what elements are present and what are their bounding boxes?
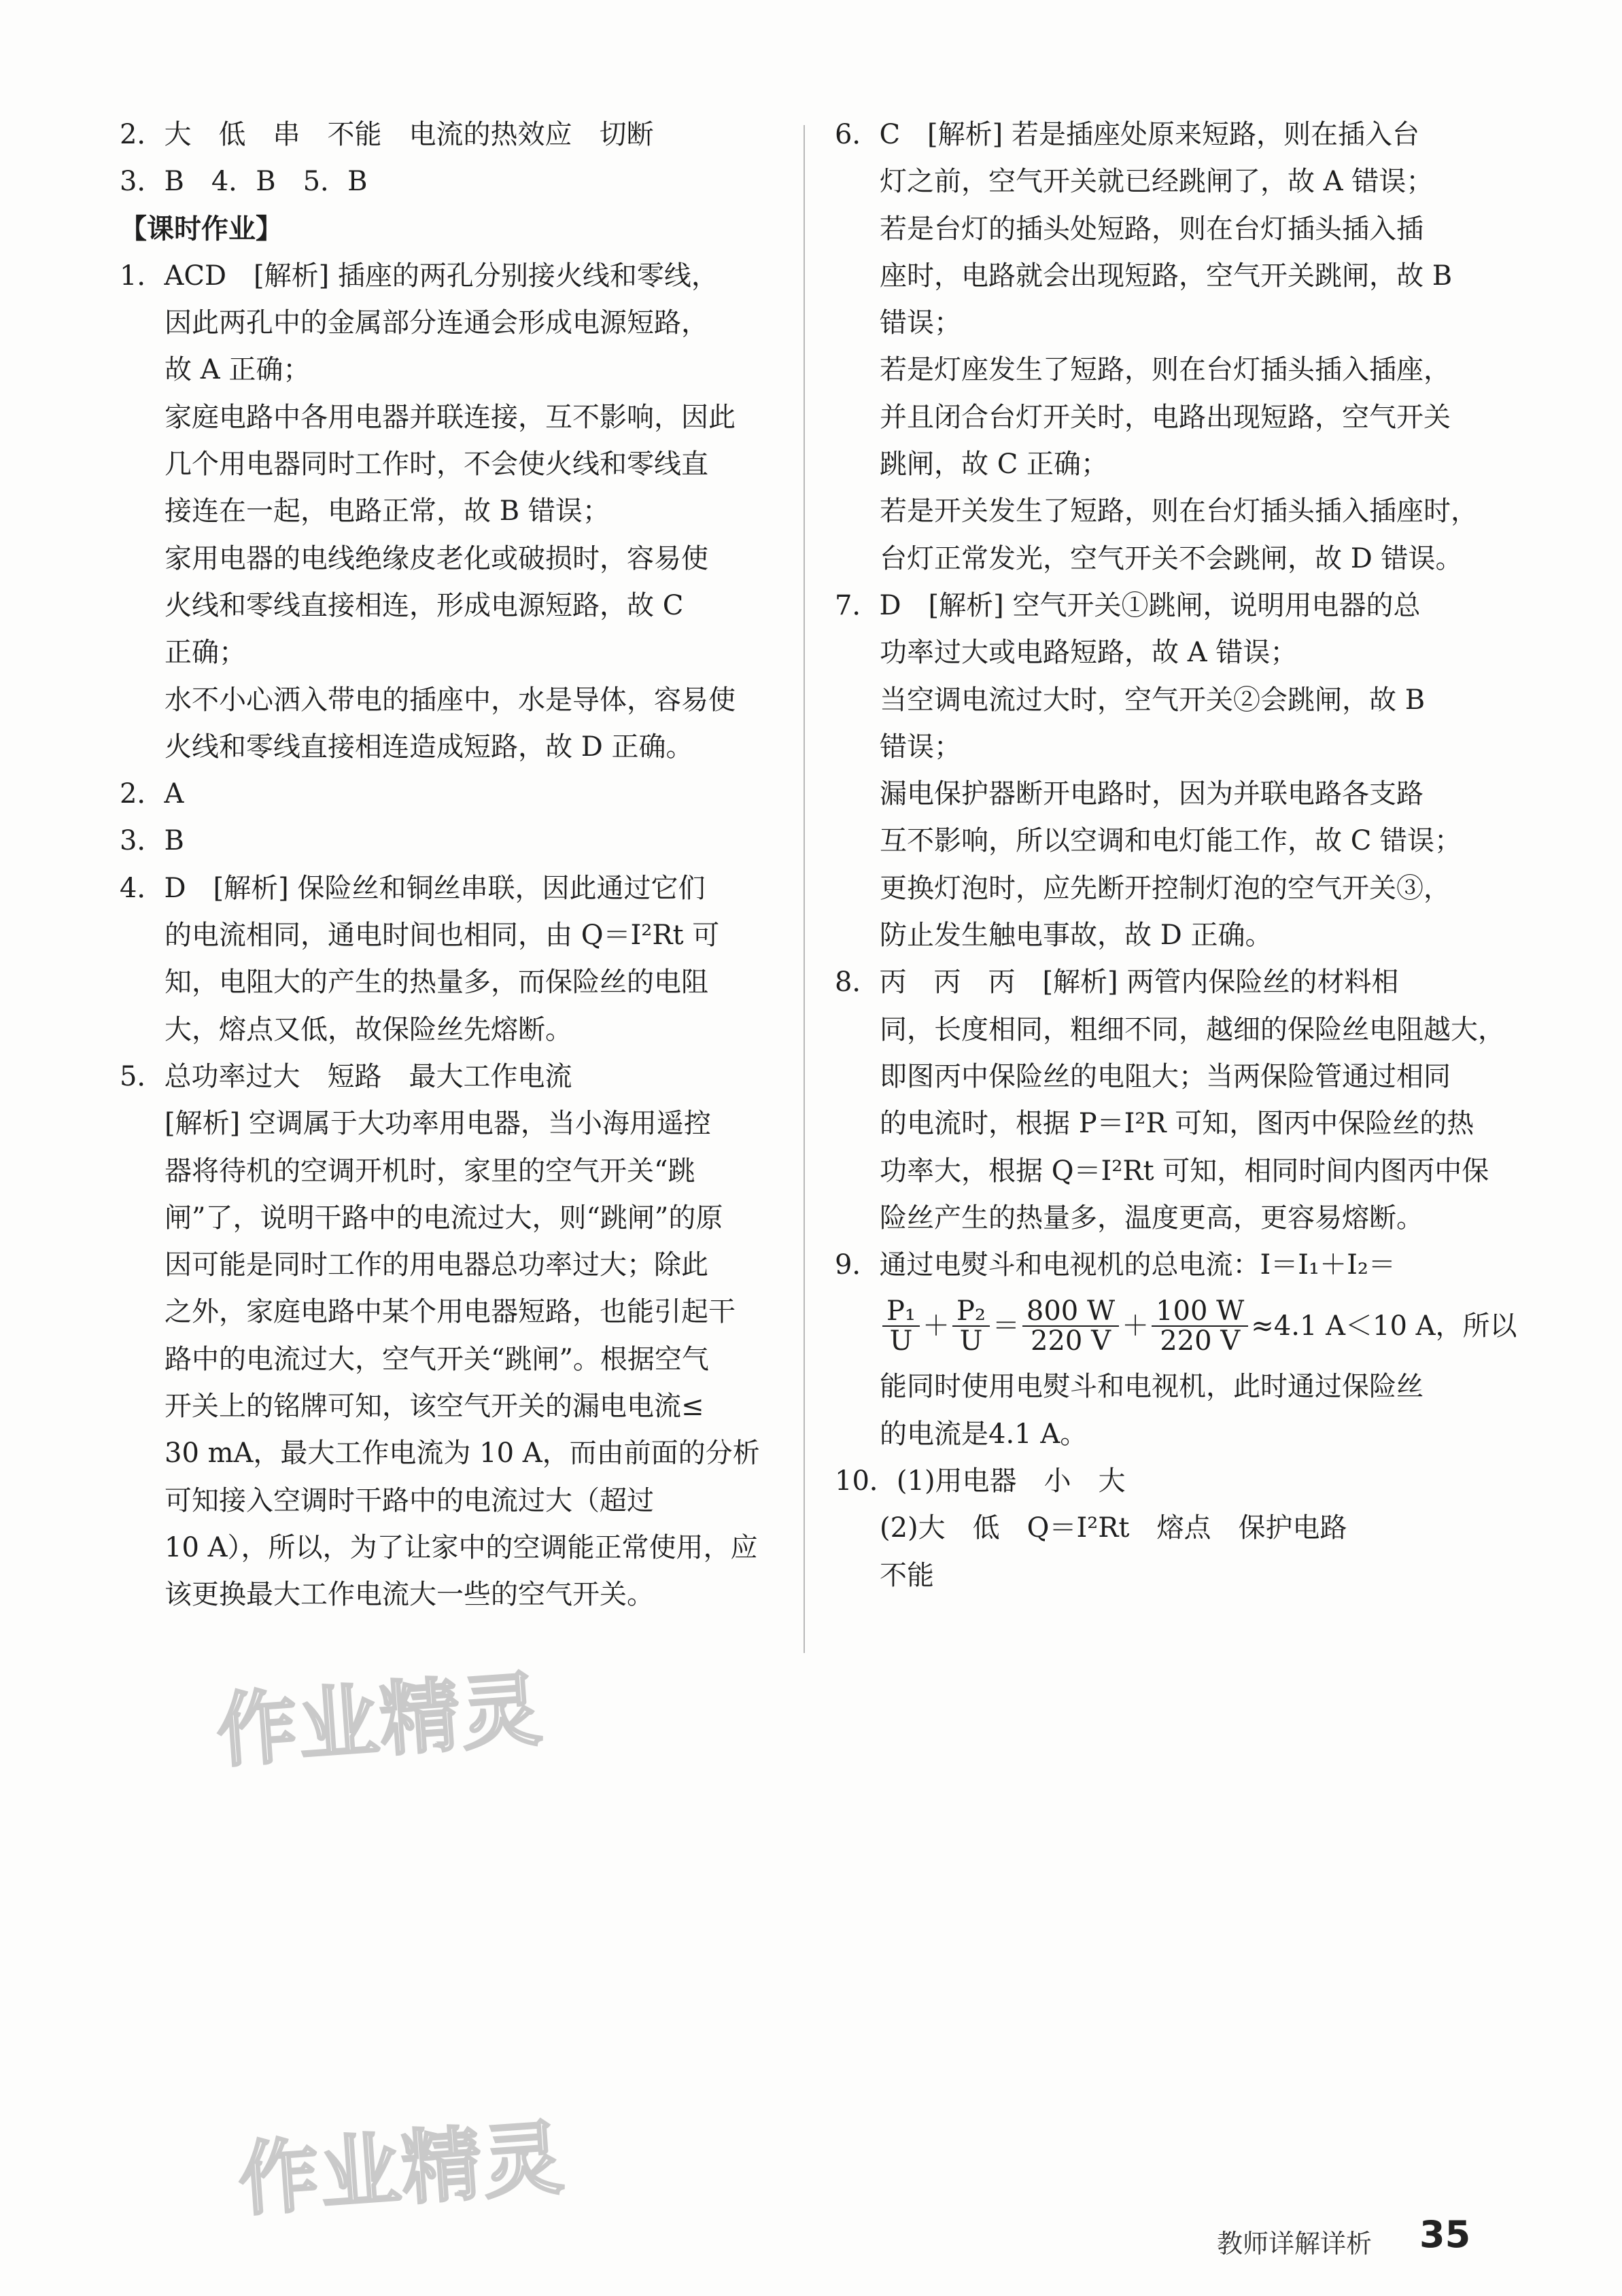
answer-line: 开关上的铭牌可知，该空气开关的漏电电流≤ — [165, 1391, 704, 1423]
answer-line: 功率大，根据 Q＝I²Rt 可知，相同时间内图丙中保 — [880, 1155, 1489, 1187]
answer-line: 更换灯泡时，应先断开控制灯泡的空气开关③， — [880, 872, 1451, 904]
answer-line: 8．丙 丙 丙 [解析] 两管内保险丝的材料相 — [835, 967, 1399, 998]
fraction-numerator: 800 W — [1022, 1297, 1119, 1327]
fraction-800w-over-220v — [1022, 1297, 1119, 1355]
answer-line: 火线和零线直接相连造成短路，故 D 正确。 — [165, 731, 693, 763]
fraction-denominator: 220 V — [1160, 1325, 1241, 1357]
fraction-p2-over-u — [952, 1297, 990, 1355]
answer-line: 1．ACD [解析] 插座的两孔分别接火线和零线， — [120, 260, 719, 292]
watermark-logo: 作业精灵 — [235, 2110, 568, 2227]
answer-line: 并且闭合台灯开关时，电路出现短路，空气开关 — [880, 401, 1451, 433]
answer-line: 防止发生触电事故，故 D 正确。 — [880, 920, 1273, 952]
answer-line: (2)大 低 Q＝I²Rt 熔点 保护电路 — [880, 1512, 1347, 1544]
answer-line: 跳闸，故 C 正确； — [880, 449, 1109, 481]
fraction-denominator: U — [959, 1325, 983, 1357]
answer-line: 6．C [解析] 若是插座处原来短路，则在插入台 — [835, 119, 1419, 150]
footer-label: 教师详解详析 — [1217, 2229, 1373, 2259]
watermark-logo: 作业精灵 — [213, 1662, 546, 1779]
answer-line: 可知接入空调时干路中的电流过大（超过 — [165, 1484, 654, 1516]
page-number: 35 — [1419, 2213, 1471, 2256]
answer-line: 5．总功率过大 短路 最大工作电流 — [120, 1060, 572, 1092]
answer-line: 故 A 正确； — [165, 354, 311, 386]
answer-line: 能同时使用电熨斗和电视机，此时通过保险丝 — [880, 1371, 1423, 1403]
right-column — [835, 111, 1517, 1599]
column-divider — [804, 125, 805, 1653]
answer-line: 若是灯座发生了短路，则在台灯插头插入插座， — [880, 354, 1451, 386]
answer-line: 功率过大或电路短路，故 A 错误； — [880, 637, 1298, 669]
left-column — [120, 111, 772, 1619]
answer-line: 接连在一起，电路正常，故 B 错误； — [165, 495, 610, 527]
answer-line: [解析] 空调属于大功率用电器，当小海用遥控 — [165, 1108, 711, 1140]
answer-line: 互不影响，所以空调和电灯能工作，故 C 错误； — [880, 825, 1462, 857]
answer-line: 因可能是同时工作的用电器总功率过大；除此 — [165, 1249, 708, 1281]
answer-line: 错误； — [880, 731, 961, 763]
fraction-numerator: 100 W — [1152, 1297, 1248, 1327]
answer-line: 几个用电器同时工作时，不会使火线和零线直 — [165, 449, 708, 481]
fraction-denominator: 220 V — [1031, 1325, 1111, 1357]
answer-line: 3．B — [120, 825, 184, 857]
answer-line: 9．通过电熨斗和电视机的总电流：I＝I₁＋I₂＝ — [835, 1249, 1396, 1281]
fraction-p1-over-u — [882, 1297, 920, 1355]
answer-line: 3．B 4．B 5．B — [120, 166, 368, 198]
answer-line: 的电流相同，通电时间也相同，由 Q＝I²Rt 可 — [165, 920, 720, 952]
fraction-numerator: P₁ — [882, 1297, 920, 1327]
answer-line: 火线和零线直接相连，形成电源短路，故 C — [165, 589, 684, 621]
fraction-100w-over-220v — [1152, 1297, 1248, 1355]
current-equation — [835, 1289, 1517, 1363]
answer-line: 即图丙中保险丝的电阻大；当两保险管通过相同 — [880, 1060, 1451, 1092]
answer-line: 4．D [解析] 保险丝和铜丝串联，因此通过它们 — [120, 872, 706, 904]
answer-line: 不能 — [880, 1559, 934, 1591]
answer-line: 器将待机的空调开机时，家里的空气开关“跳 — [165, 1155, 695, 1187]
answer-line: 之外，家庭电路中某个用电器短路，也能引起干 — [165, 1296, 736, 1328]
answer-line: 路中的电流过大，空气开关“跳闸”。根据空气 — [165, 1343, 709, 1375]
answer-line: 家用电器的电线绝缘皮老化或破损时，容易使 — [165, 542, 708, 574]
equals-sign: ＝ — [992, 1310, 1020, 1342]
fraction-denominator: U — [889, 1325, 913, 1357]
answer-line: 当空调电流过大时，空气开关②会跳闸，故 B — [880, 684, 1426, 716]
plus-sign: ＋ — [1122, 1310, 1150, 1342]
answer-line: 2．大 低 串 不能 电流的热效应 切断 — [120, 119, 654, 150]
answer-line: 该更换最大工作电流大一些的空气开关。 — [165, 1579, 654, 1611]
answer-line: 正确； — [165, 637, 246, 669]
answer-line: 若是台灯的插头处短路，则在台灯插头插入插 — [880, 213, 1423, 245]
answer-line: 座时，电路就会出现短路，空气开关跳闸，故 B — [880, 260, 1453, 292]
answer-line: 险丝产生的热量多，温度更高，更容易熔断。 — [880, 1202, 1423, 1234]
answer-line: 台灯正常发光，空气开关不会跳闸，故 D 错误。 — [880, 542, 1463, 574]
answer-line: 灯之前，空气开关就已经跳闸了，故 A 错误； — [880, 166, 1434, 198]
answer-line: 10 A），所以，为了让家中的空调能正常使用，应 — [165, 1531, 758, 1563]
answer-line: 水不小心洒入带电的插座中，水是导体，容易使 — [165, 684, 736, 716]
answer-line: 7．D [解析] 空气开关①跳闸，说明用电器的总 — [835, 589, 1421, 621]
answer-line: 的电流是4.1 A。 — [880, 1418, 1088, 1450]
answer-line: 大，熔点又低，故保险丝先熔断。 — [165, 1013, 572, 1045]
answer-line: 的电流时，根据 P＝I²R 可知，图丙中保险丝的热 — [880, 1108, 1474, 1140]
answer-line: 闸”了，说明干路中的电流过大，则“跳闸”的原 — [165, 1202, 723, 1234]
answer-line: 错误； — [880, 307, 961, 339]
plus-sign: ＋ — [922, 1310, 950, 1342]
section-heading: 【课时作业】 — [120, 213, 283, 245]
answer-line: 30 mA，最大工作电流为 10 A，而由前面的分析 — [165, 1438, 760, 1469]
answer-line: 同，长度相同，粗细不同，越细的保险丝电阻越大， — [880, 1013, 1505, 1045]
answer-line: 家庭电路中各用电器并联连接，互不影响，因此 — [165, 401, 736, 433]
answer-line: 漏电保护器断开电路时，因为并联电路各支路 — [880, 778, 1423, 810]
equation-result: ≈4.1 A＜10 A，所以 — [1251, 1310, 1517, 1342]
answer-line: 10．(1)用电器 小 大 — [835, 1465, 1126, 1497]
answer-line: 若是开关发生了短路，则在台灯插头插入插座时， — [880, 495, 1478, 527]
answer-line: 2．A — [120, 778, 184, 810]
answer-line: 因此两孔中的金属部分连通会形成电源短路， — [165, 307, 708, 339]
fraction-numerator: P₂ — [952, 1297, 990, 1327]
answer-line: 知，电阻大的产生的热量多，而保险丝的电阻 — [165, 967, 708, 998]
